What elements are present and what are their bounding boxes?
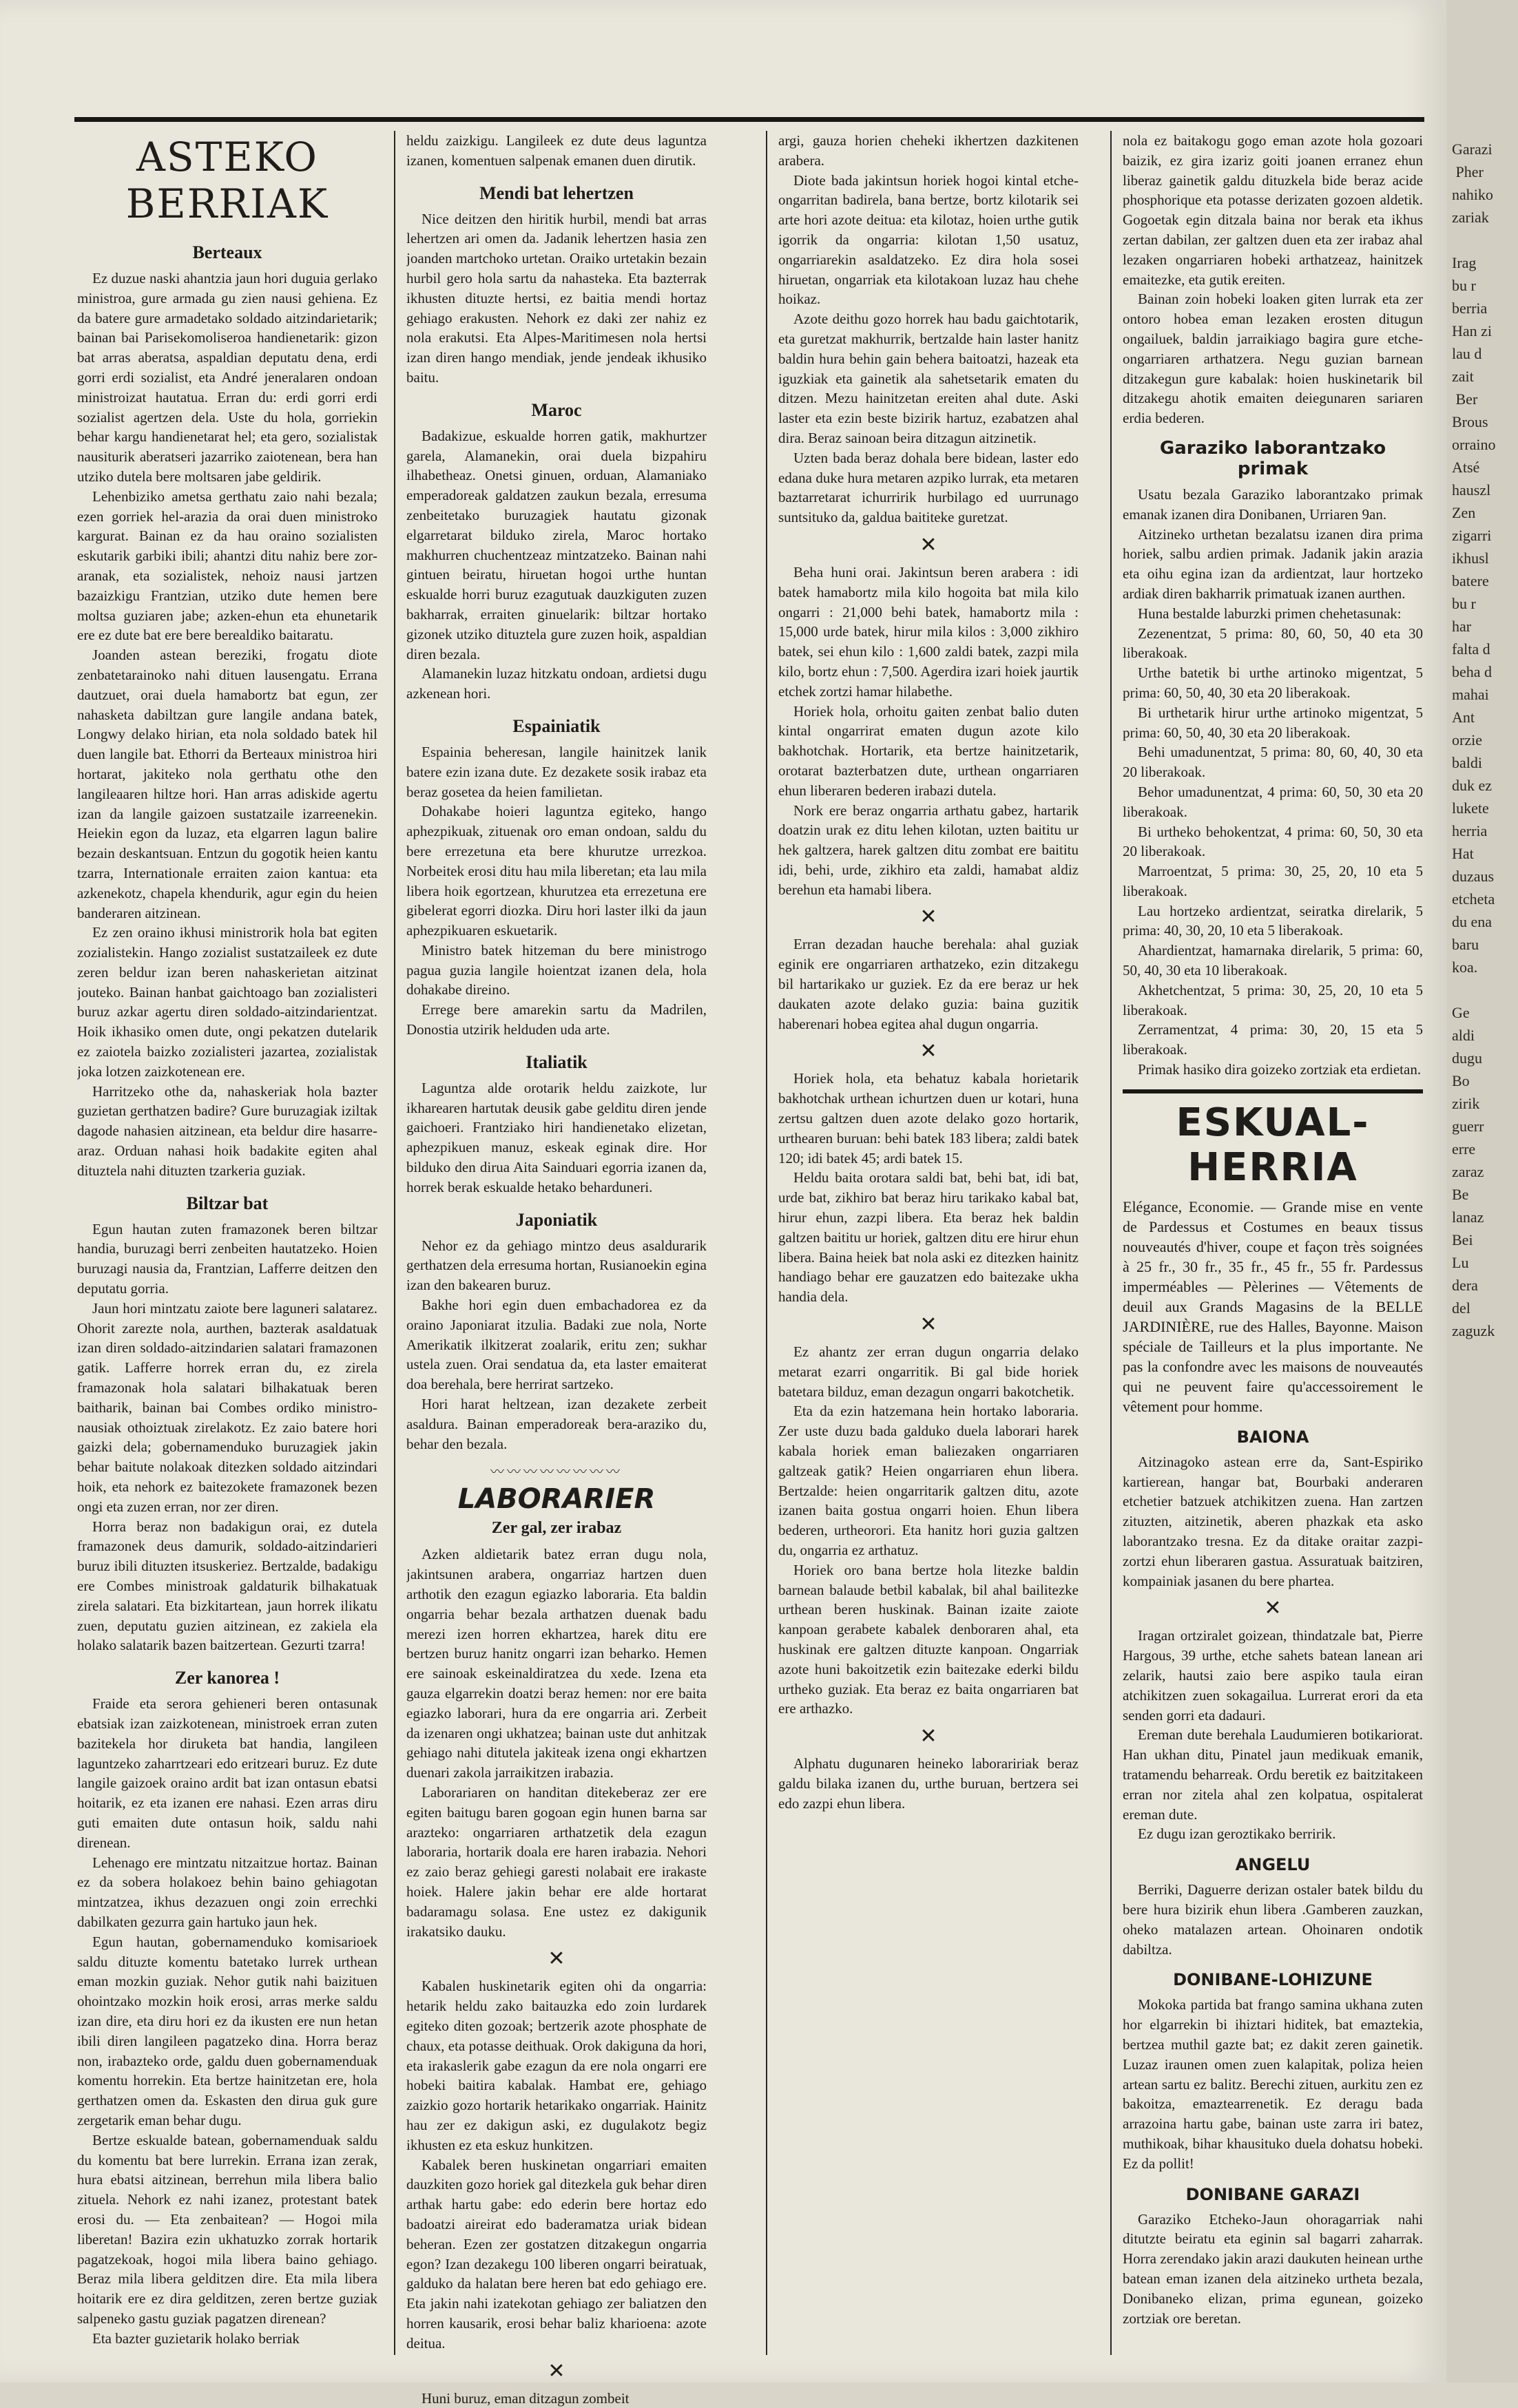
article-paragraph: Huni buruz, eman ditzagun zombeit (406, 2389, 707, 2408)
article-paragraph: Beha huni orai. Jakintsun beren arabera : idi batek hamabortz mila kilo hogoita bat mila kilo ongarri : 21,000 behi batek, hamabortz mila : 15,000 urde batek, hirur mila kilos : 3,000 zikhiro batek, sei ehun kilo : 1,600 zaldi batek, zazpi mila kilo, bortz ehun : 7,500. Agerdira izari hoiek jaurtik etchek zortzi hamar hilabethe. (778, 563, 1079, 702)
ornamental-divider: 〰〰〰〰〰〰〰〰 (406, 1460, 707, 1480)
article-paragraph: Azken aldietarik batez erran dugu nola, jakintsunen arabera, ongarriaz hartzen duen arthotik den ezagun egiazko laboraria. Eta baldin ongarria behar bezala arthatzen duenak badu merezi izen horren ekhartzea, harek ditu ere bertzen buruz hanitz ongarri izan beharko. Hemen ere sainoak eskeinaldiratzea du xede. Izena eta gauza elgarrekin doatzi beraz hemen: nor ere baita egiazko laborari, hura da ere ongarria ari. Zerbeit da izenaren ongi ukhatzea; bainan uste dut anhitzak gehiago nahi ditutela jakiteak izena ongi ekhartzen duenari zakola jarraikitzen irabazia. (406, 1545, 707, 1783)
heading-japonia: Japoniatik (406, 1210, 707, 1231)
heading-angelu: ANGELU (1123, 1855, 1423, 1874)
article-paragraph: Horiek hola, orhoitu gaiten zenbat balio duten kintal ongarrirat ematen dugun azote kilo bakhotchak. Hortarik, eta bertze hainitzetarik, orotarat bazterbatzen dute, urthean ongarriaren ehun liberaren bederen irabazi dutela. (778, 702, 1079, 801)
adjacent-page-strip (1446, 0, 1518, 2383)
cross-separator-icon: ✕ (778, 1724, 1079, 1748)
laborarier-title: LABORARIER (406, 1483, 707, 1515)
heading-donibane-garazi: DONIBANE GARAZI (1123, 2185, 1423, 2204)
article-paragraph: Ez dugu izan geroztikako berririk. (1123, 1824, 1423, 1844)
heading-donibane-lohizune: DONIBANE-LOHIZUNE (1123, 1970, 1423, 1989)
article-paragraph: Iragan ortziralet goizean, thindatzale bat, Pierre Hargous, 39 urthe, etche sahets batean lanean ari zelarik, hautsi zaio bere aspiko taula eiran atchikitzen zuen sokagailua. Lurrerat erori da eta senden gorri eta dadauri. (1123, 1626, 1423, 1725)
article-paragraph: Fraide eta serora gehieneri beren ontasunak ebatsiak izan zaizkotenean, ministroek erran zuten bazitekela hor diruketa bat handia, langileen laguntzeko zaharrtzeari edo eritzeari buruz. Ez dute langile gaizoek oraino ardit bat izan ontasun ebatsi hoitarik, ez eta izanen ere nahasi. Ezen arras diru guti emaiten dute ontasun hoik, saldu nahi direnean. (77, 1694, 377, 1852)
article-paragraph: Aitzinagoko astean erre da, Sant-Espiriko kartierean, hangar bat, Bourbaki anderaren etchetier batzuek atchikitzen zuena. Han zartzen zituzten, aitzinetik, aberen phazkak eta asko laborantzako tresna. Ez da ditake oraitar zazpi-zortzi ehun liberaren gastua. Assuratuak baitziren, kompainiak jasanen du bere phartea. (1123, 1452, 1423, 1591)
article-paragraph: Nice deitzen den hiritik hurbil, mendi bat arras lehertzen ari omen da. Jadanik lehertzen hasia zen joanden martchoko urtetan. Oraiko urtetakin bezain hurbil gero hola sartu da nahasteka. Eta bazterrak ikhusten dituzte hertsi, ez baitia mendi hortaz gehiago erakusten. Nehork ez daki zer nahiz ez nola erakutsi. Eta Alpes-Maritimesen nola hertsi izan diren hango mendiak, jende jendeak ikhusiko baitu. (406, 209, 707, 388)
article-paragraph: Horiek hola, eta behatuz kabala horietarik bakhotchak urthean ichurtzen duen ur kotari, huna zertsu galtzen duen azote delako gozo hortarik, urthearen buruan: behi batek 183 libera; zaldi batek 120; idi batek 45; ardi batek 15. (778, 1069, 1079, 1168)
article-paragraph: Espainia beheresan, langile hainitzek lanik batere ezin izana dute. Ez dezakete sosik irabaz eta beraz gosetea da heien familietan. (406, 742, 707, 802)
article-paragraph: Bakhe hori egin duen embachadorea ez da oraino Japoniarat itzulia. Badaki zue nola, Norte Amerikatik ilkitzerat zoalarik, eritu zen; sukhar ustela zuen. Orai sendatua da, eta laster emaiterat doa berehala, bere herrirat sartzeko. (406, 1295, 707, 1394)
article-paragraph: Harritzeko othe da, nahaskeriak hola bazter guzietan gerthatzen badire? Gure buruzagiak iziltak dagode nahasien aitzinean, eta beldur dire hasarre-araz. Orduan nahasi hoik badakite egiten ahal dituztela nahi dituzten tzarkeria guziak. (77, 1082, 377, 1181)
cross-separator-icon: ✕ (406, 1947, 707, 1971)
article-paragraph: Ministro batek hitzeman du bere ministrogo pagua guzia langile hoientzat izanen dela, hola dohakabe direino. (406, 941, 707, 1000)
prize-line: Behor umadunentzat, 4 prima: 60, 50, 30 eta 20 liberakoak. (1123, 782, 1423, 822)
article-paragraph: Aitzineko urthetan bezalatsu izanen dira prima horiek, salbu ardien primak. Jadanik jakin arazia eta oihu egina izan da ardientzat, laur hortzeko ardiak diren bakharrik primatuak izanen aurthen. (1123, 525, 1423, 604)
article-paragraph: Bainan zoin hobeki loaken giten lurrak eta zer ontoro hobea eman lezaken erosten ditugun ongailuek, baldin jarraikiago bagira gure etche-ongarriaren arthatzera. Negu guzian barnean ditzakegun gure kabalak: hoien huskinetarik bil ditzakegu ahotik emaiten deiegunaren sariaren erdia bederen. (1123, 289, 1423, 428)
prize-line: Zerramentzat, 4 prima: 30, 20, 15 eta 5 liberakoak. (1123, 1020, 1423, 1060)
prize-line: Akhetchentzat, 5 prima: 30, 25, 20, 10 eta 5 liberakoak. (1123, 981, 1423, 1020)
article-paragraph: Huna bestalde laburzki primen chehetasunak: (1123, 604, 1423, 624)
article-paragraph: Ez zen oraino ikhusi ministrorik hola bat egiten zozialistekin. Hango zozialist sustatzaileek ez dute zeren beldur izan beren nahaskerietan aitzinat jouteko. Bainan hanbat gaichtoago ban zozialisteri buruz azkar agertu diren soldado-aitzindarientzat. Hoik ikhasiko omen dute, ongi pekatzen dutelarik ez zaiotela baizko zozialisteri jazartea, zozialistak joka lotzen zaizkotenean ere. (77, 923, 377, 1081)
heading-italia: Italiatik (406, 1052, 707, 1073)
top-rule (74, 117, 1424, 122)
article-paragraph: Eta da ezin hatzemana hein hortako laboraria. Zer uste duzu bada galduko duela laborari harek kabala horiek eman baliezaken ongarriaren galtzeak gatik? Heien ongarriaren ehun libera. Bertzalde: heien ongarritarik galtzen ditu, azote izanen baita gostua ongarri hoien. Ehun libera bederen, urtheorori. Eta hanitz hori guzia galtzen du, ongarria ez arthatuz. (778, 1401, 1079, 1560)
article-paragraph: Errege bere amarekin sartu da Madrilen, Donostia utzirik helduden uda arte. (406, 1000, 707, 1040)
column-divider (394, 131, 395, 2355)
article-paragraph: Badakizue, eskualde horren gatik, makhurtzer garela, Alamanekin, orai duela bizpahiru ilhabetheaz. Onetsi ginuen, orduan, Alamaniako emperadoreak galdatzen zaukun bezala, erresuma zenbeitetako buruzagiek hautatu gizonak elgarretarat bilduko zirela, Maroc hortako makhurren chuchentzeaz mintzatzeko. Bainan nahi gintuen beiratu, hiruetan hogoi urthe huntan eskualde horri buruz ezagutuak dauzkiguten zuzen bakharrak, erraiten ginuelarik: biltzar hortako gizonek utziko dituztela gure zuzen hoik, aspaldian diren bezala. (406, 426, 707, 664)
column-4 (1123, 131, 1423, 2328)
heading-baiona: BAIONA (1123, 1427, 1423, 1447)
article-paragraph: Laborariaren on handitan ditekeberaz zer ere egiten baitugu baren gogoan egin hunen barna sar arazteko: ongarriaren arthatzetik dela ezagun laboraria, hortarik doala ere haren irabazia. Nehori ez zaio beraz gehiegi garesti nolabait ere irakaste hoiek. Halere jakin behar ere alde hortarat badaramagu solasa. Ene ustez ez dakigunik irakatsiko dauku. (406, 1783, 707, 1941)
cross-separator-icon: ✕ (778, 1312, 1079, 1337)
article-paragraph: Erran dezadan hauche berehala: ahal guziak eginik ere ongarriaren arthatzeko, ezin ditzakegu bil hartarikako ur guziek. Ez da ere beraz ur hek daukaten azote delako guzia: baina guzitik haberenari hobea egitea ahal dugun ongarria. (778, 934, 1079, 1034)
article-paragraph: Laguntza alde orotarik heldu zaizkote, lur ikharearen hartutak deusik gabe gelditu diren jende gaichoeri. Frantziako hiri handienetako elizetan, aphezpikuen manuz, eskeak eginak dire. Hor bilduko den dirua Aita Sainduari egorria izanen da, horrek berak eskualde hetako beharduneri. (406, 1078, 707, 1197)
heading-maroc: Maroc (406, 400, 707, 421)
article-paragraph: Alphatu dugunaren heineko laboraririak beraz galdu bilaka izanen du, urthe buruan, bertzera sei edo zazpi ehun libera. (778, 1754, 1079, 1813)
article-paragraph: Usatu bezala Garaziko laborantzako primak emanak izanen dira Donibanen, Urriaren 9an. (1123, 485, 1423, 525)
article-paragraph: Kabalek beren huskinetan ongarriari emaiten dauzkiten gozo horiek gal ditezkela guk behar diren arthak hartu gabe: edo ederin bere hortaz edo badoatzi aireirat edo baderamatza uriak bidean beheran. Ezen zer gostatzen ditzakegun ongarria egon? Izan dezakegu 100 liberen ongarri beiratuak, galduko da halatan bere heren bat edo gehiago ere. Eta jakin nahi izatekotan gehiago zer baliatzen den horren kausarik, erosi behar baliz kharioena: azote deitua. (406, 2155, 707, 2354)
article-paragraph: Ez ahantz zer erran dugun ongarria delako metarat ezarri ongarritik. Bi gal bide horiek batetara bilduz, eman dezagun ongarri bakotchetik. (778, 1342, 1079, 1401)
article-paragraph: Primak hasiko dira goizeko zortziak eta erdietan. (1123, 1060, 1423, 1080)
heading-berteaux: Berteaux (77, 242, 377, 263)
heading-kanorea: Zer kanorea ! (77, 1668, 377, 1688)
article-paragraph: Horra beraz non badakigun orai, ez dutela framazonek deus damurik, soldado-aitzindarieri buruz ibili dituzten itsuskeriez. Bertzalde, badakigu ere Combes ministroak galdaturik bilhakatuak zirela salatari. Eta bizkitartean, jaun horrek ilikatu zuen, deputatu guzien aitzinean, ez zakiela ela holako salatarik bazen baitzertean. Gezurti tzarra! (77, 1517, 377, 1656)
article-paragraph: Heldu baita orotara saldi bat, behi bat, idi bat, urde bat, zikhiro bat beraz hiru tarikako kabal bat, hirur ehun, zazpi libera. Eta beraz hek baldin galtzen baititu ur horiek, galtzen ditu ere hirur ehun libera. Baina heiek bat nola aski ez ditezken hainitz handiago behar ere gauzatzen edo baitezake ukha handia dela. (778, 1168, 1079, 1307)
article-paragraph: argi, gauza horien cheheki ikhertzen dazkitenen arabera. (778, 131, 1079, 171)
cross-separator-icon: ✕ (406, 2359, 707, 2383)
article-paragraph: Alamanekin luzaz hitzkatu ondoan, ardietsi dugu azkenean hori. (406, 664, 707, 704)
prize-line: Urthe batetik bi urthe artinoko migentzat, 5 prima: 60, 50, 40, 30 eta 20 liberakoak. (1123, 663, 1423, 703)
column-2 (406, 131, 707, 2408)
prize-line: Bi urthetarik hirur urthe artinoko migentzat, 5 prima: 60, 50, 40, 30 eta 20 liberakoak. (1123, 703, 1423, 743)
article-paragraph: Kabalen huskinetarik egiten ohi da ongarria: hetarik heldu zako baitauzka edo zoin lurdarek egiteko diten gozoak; bertzerik azote phosphate de chaux, eta potasse deithuak. Orok dakiguna da hori, eta irakaslerik gabe ezagun da ere nola ongarri ere hobeki baitira kabalak. Hambat ere, gehiago zaizkio gozo hortarik hetarikako ongarriak. Hainitz hau zer ez dakigun aski, ez dugulakotz begiz ikhusten ez eta eskuz hunkitzen. (406, 1976, 707, 2155)
cross-separator-icon: ✕ (778, 905, 1079, 929)
cross-separator-icon: ✕ (778, 533, 1079, 557)
article-paragraph: Mokoka partida bat frango samina ukhana zuten hor elgarrekin bi ihiztari hiditek, bat emaztekia, bertzea muthil gazte bat; ez dakit zeren gainetik. Luzaz iraunen omen zuen kalapitak, poliza heien artean sartu ez balitz. Berechi zituen, aurkitu zen ez bakoitza, emaztearrenetik. Ez deragu bada arrazoina hartu gabe, bainan uste zarra iri batez, muthikoak, bihar khausituko duela dohatsu hobeki. Ez da pollit! (1123, 1995, 1423, 2173)
column-divider (1110, 131, 1112, 2355)
prize-line: Bi urtheko behokentzat, 4 prima: 60, 50, 30 eta 20 liberakoak. (1123, 822, 1423, 862)
heading-garaziko-primak: Garaziko laborantzako primak (1123, 438, 1423, 479)
article-paragraph: Jaun hori mintzatu zaiote bere laguneri salatarez. Ohorit zarezte nola, aurthen, bazterak asaldatuak izan diren soldado-aitzindarien salatari framazonen gatik. Lafferre horrek erran du, ez zirela framazonak hola salatari bilhakatuak beren baitharik, bainan bai Combes ordiko ministro-nausiak othoiztuak zirelakotz. Ez zaio batere hori gaizki dela; gobernamenduko buruzagiek jakin behar baitute nolakoak ditezken soldado aitzindari hoik, eta nehork ez baitezokete framazonek bezen ongi eta zuzen erran, nor zer diren. (77, 1299, 377, 1517)
prize-line: Lau hortzeko ardientzat, seiratka direlarik, 5 prima: 40, 30, 20, 10 eta 5 liberakoak. (1123, 901, 1423, 941)
cross-separator-icon: ✕ (1123, 1596, 1423, 1620)
article-paragraph: Bertze eskualde batean, gobernamenduak saldu du komentu bat bere lurrekin. Errana izan zerak, hura ebatsi aitzinean, berrehun mila libera balio zituela. Nehork ez nahi izanez, protestant batek erosi du. — Eta zenbaitean? — Hogoi mila liberetan! Bazira ezin ukhatuzko zorrak hortarik pagatzekoak, hogoi mila libera baino gehiago. Beraz mila libera gelditzen dire. Eta mila libera hoitarik ere ez dira gelditzen, zeren bertze guziak salpeneko gastu guziak pagatzen direnean? (77, 2130, 377, 2329)
heading-mendi: Mendi bat lehertzen (406, 183, 707, 204)
article-paragraph: Hori harat heltzean, izan dezakete zerbeit asaldura. Bainan emperadoreak bera-araziko du, behar den bezala. (406, 1394, 707, 1454)
article-paragraph: Azote deithu gozo horrek hau badu gaichtotarik, eta guretzat makhurrik, bertzalde hain laster hanitz baldin hura behin gain behera baitoatzi, hazeak eta iguzkiak eta gainetik ala sahetsetarik ematen du ditzen. Mezu hainitzetan ereiten ahal dute. Aski laster eta ezin beste bizirik hartuz, ezabatzen ahal dira. Beraz sainoan beira ditzagun aitzinetik. (778, 309, 1079, 448)
cross-separator-icon: ✕ (778, 1039, 1079, 1063)
advertisement: Elégance, Economie. — Grande mise en vente de Pardessus et Costumes en beaux tissus nouveautés d'hiver, coupe et façon très soignées à 25 fr., 30 fr., 35 fr., 45 fr., 55 fr. Pardessus imperméables — Pèlerines — Vêtements de deuil aux Grands Magasins de la BELLE JARDINIÈRE, rue des Halles, Bayonne. Maison spéciale de Tailleurs et la plus importante. Ne pas la confondre avec les maisons de nouveautés qui ne peuvent faire qu'accessoirement le vêtement pour homme. (1123, 1197, 1423, 1416)
prize-line: Marroentzat, 5 prima: 30, 25, 20, 10 eta 5 liberakoak. (1123, 861, 1423, 901)
article-paragraph: Nork ere beraz ongarria arthatu gabez, hartarik doatzin urak ez ditu lehen kilotan, uzten baititu ur hek galtzera, harek galtzen ditu zombat ere baititu idi, behi, urde, zikhiro eta zaldi, hamabat aldiz berehun eta hamabi libera. (778, 801, 1079, 900)
article-paragraph: Eta bazter guzietarik holako berriak (77, 2329, 377, 2349)
article-paragraph: Berriki, Daguerre derizan ostaler batek bildu du bere hura bizirik ehun libera .Gamberen zauzkan, oheko matalazen artean. Ohoinaren ondotik dabiltza. (1123, 1880, 1423, 1959)
article-paragraph: Egun hautan, gobernamenduko komisarioek saldu dituzte komentu batetako lurrek urthean eman mozkin guziak. Nehor gutik nahi baizituen ohointzako mozkin hoik erosi, arras merke saldu izan dire, eta diru hori ez da ikusten ere nun hetan ibili diren langileen pagatzeko dina. Horra beraz non, irabazteko orde, galdu duen gobernamenduak komentu horrekin. Eta bertze hainitzetan ere, hola gerthatzen omen da. Eskasten den dirua guk gure zergetarik eman behar dugu. (77, 1932, 377, 2130)
article-paragraph: Garaziko Etcheko-Jaun ohoragarriak nahi ditutzte beiratu eta eginin sal bagarri zaharrak. Horra zerendako jakin arazi daukuten heinean urthe batean eman izanen dela aitzineko urtheta bezala, Donibaneko elizan, prima egunean, goizeko zortziak ore beretan. (1123, 2210, 1423, 2329)
adjacent-page-text: Garazi Pher nahiko zariak Irag bu r berria Han zi lau d zait Ber Brous orraino Atsé hauszl Zen zigarri ikhusl batere bu r har falta d beha d mahai Ant orzie baldi duk ez lukete herria Hat duzaus etcheta du ena baru koa. Ge aldi dugu Bo zirik guerr erre zaraz Be lanaz Bei Lu dera del zaguzk (1446, 0, 1518, 1342)
prize-line: Zezenentzat, 5 prima: 80, 60, 50, 40 eta 30 liberakoak. (1123, 624, 1423, 664)
column-1 (77, 131, 377, 2348)
article-paragraph: Horiek oro bana bertze hola litezke baldin barnean balaude betbil kabalak, bil ahal bailitezke urthean beren huskinak. Bainan izaite zaiote kanpoan gerabete kabalek denboraren ahal, eta huskinak ere galtzen dituzte kanpoan. Ongarriak azote huni bakoitzetik ezin baitezake ederki bildu urtheko guziak. Eta beraz ez baita ongarriaren bat ere arthazko. (778, 1560, 1079, 1719)
article-paragraph: Diote bada jakintsun horiek hogoi kintal etche-ongarritan badirela, bana bertze, bortz kilotarik sei arte hori azote deitua: eta kilotaz, hoien urthe gutik igorrik da ongarria: kilotan 1,50 usatuz, ongarriarekin asaldatzeko. Ez dira hola sosei hiruetan, ongarriak eta kilotakoan luzaz hau chehe hoikaz. (778, 171, 1079, 310)
column-3 (778, 131, 1079, 1814)
article-paragraph: Ereman dute berehala Laudumieren botikariorat. Han ukhan ditu, Pinatel jaun medikuak emanik, tratamendu beharreak. Ordu beretik ez baitzitakeen erran nor zitela ahal zen kolpatua, ospitalerat ereman dute. (1123, 1725, 1423, 1824)
heading-biltzar: Biltzar bat (77, 1193, 377, 1214)
article-paragraph: nola ez baitakogu gogo eman azote hola gozoari baizik, ez gira izariz goiti joanen erranez ehun liberaz gainetik galdu dituzkela bide beraz acide phosphorique eta potasse derizaten gozoen aldetik. Gogoetak egin ditzala baina nor berak eta ikhus zertan dabilan, zer galtzen duen eta zer irabaz ahal lezaken ongarriaren hobeki arthatzeaz, hainitzek emaitezke, eta gutik ereiten. (1123, 131, 1423, 289)
prize-line: Behi umadunentzat, 5 prima: 80, 60, 40, 30 eta 20 liberakoak. (1123, 742, 1423, 782)
article-paragraph: Lehenago ere mintzatu nitzaitzue hortaz. Bainan ez da sobera holakoez behin baino gehiagotan mintzatzea, ikhus dezazuen ongi zoin errechki dabilkaten gezurra gain hartuko jaun hek. (77, 1853, 377, 1932)
article-paragraph: Joanden astean bereziki, frogatu diote zenbatetarainoko nahi dituen lausengatu. Errana dautzuet, orai duela hamabortz bat egun, zer nahasketa dabiltzan gure langile andana batek, Longwy delako hirian, eta nola soldado batek hil duen langile bat. Ethorri da Berteaux ministroa hiri hortarat, jakiteko nola gerthatu othe den langileaaren hiltze hori. Han arras adiskide agertu izan da langile gaizoen sustatzaile izarreenekin. Heiekin egon da luzaz, eta elgarren lagun balire bezain deskantsuan. Entzun du gogotik heien kantu tzarra, Internationale erraiten zaion kantua: eta azkenekotz, chapela khendurik, agur egin du heien banderaren aitzinean. (77, 645, 377, 923)
article-paragraph: Uzten bada beraz dohala bere bidean, laster edo edana duke hura metaren azpiko lurrak, eta metaren baztarretarat ichurririk hurbilago ed uurrunago suntsituko da, galdua baititeke guretzat. (778, 448, 1079, 527)
heading-zer-gal: Zer gal, zer irabaz (406, 1519, 707, 1538)
article-paragraph: Dohakabe hoieri laguntza egiteko, hango aphezpikuak, zituenak oro eman ondoan, saldu du bere errezetuna eta bere khurutze urrezkoa. Norbeitek erosi ditu hau mila liberetan; eta lau mila libera hoik egortzean, khurutzea eta errezetuna ere gibelerat egorri diozka. Diru hori laster ilki da jaun aphezpikuaren eskuetarik. (406, 802, 707, 941)
section-masthead: ASTEKO BERRIAK (77, 134, 377, 227)
eskual-herria-title: ESKUAL-HERRIA (1123, 1089, 1423, 1190)
article-paragraph: Lehenbiziko ametsa gerthatu zaio nahi bezala; ezen gorriek hel-arazia da orai duen ministroko kargurat. Bainan ez da hau oraino sozialisten eskutarik garbiki ibili; ahantzi ditu nahiz bere zor-aranak, eta sozialistek, nehoiz nausi jartzen bazaizkigu Frantzian, utziko dute hemen bere moltsa guziaren jabe; azken-ehun eta ehunetarik ere ez dute bat ere bere berealdiko baitaratu. (77, 487, 377, 645)
prize-line: Ahardientzat, hamarnaka direlarik, 5 prima: 60, 50, 40, 30 eta 10 liberakoak. (1123, 941, 1423, 981)
heading-espainia: Espainiatik (406, 716, 707, 737)
article-paragraph: heldu zaizkigu. Langileek ez dute deus laguntza izanen, komentuen salpenak emanen duen dirutik. (406, 131, 707, 171)
article-paragraph: Egun hautan zuten framazonek beren biltzar handia, buruzagi berri zenbeiten hautatzeko. Hoien buruzagi nausia da, Frantzian, Lafferre deitzen den deputatu gorria. (77, 1219, 377, 1299)
article-paragraph: Nehor ez da gehiago mintzo deus asaldurarik gerthatzen dela erresuma hortan, Rusianoekin egina izan den bakearen buruz. (406, 1236, 707, 1295)
article-paragraph: Ez duzue naski ahantzia jaun hori duguia gerlako ministroa, gure armada gu zien nausi gehiena. Ez da batere gure armadetako soldado aitzindarietarik; bainan bai Parisekomoliseroa handienetarik: gizon bat arras aberatsa, aspaldian deputatu dena, erdi gorri erdi sozialist, eta André jeneralaren ondoan ministroizat hautatua. Erran du: erdi gorri erdi sozialist agertzen dela. Uste du hola, gorriekin behar kargu handienetarat hel; eta gero, sozialistak nausiturik aberatseri jazarriko zaiotenean, bera han utziko dutela bere moltsaren jabe geldirik. (77, 269, 377, 487)
column-divider (766, 131, 767, 2355)
